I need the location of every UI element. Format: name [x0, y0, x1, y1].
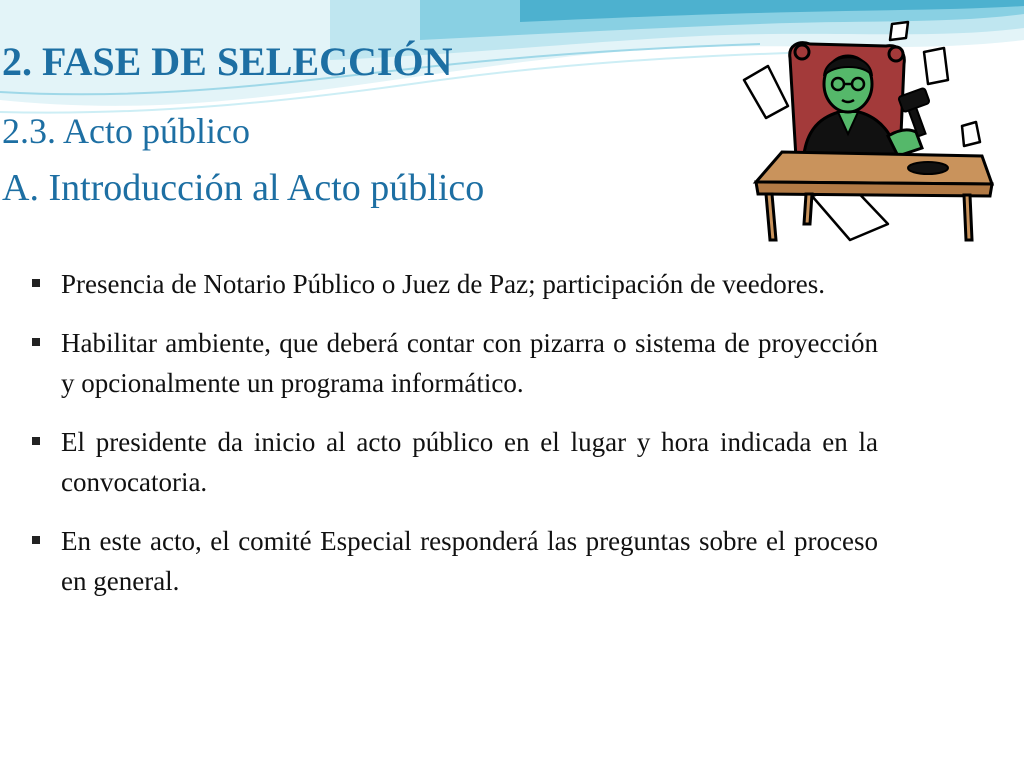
- bullet-item: [32, 323, 878, 403]
- bullet-text: En este acto, el comité Especial responderá las preguntas sobre el proceso en general.: [61, 526, 878, 596]
- bullet-item: [32, 521, 878, 601]
- square-bullet-icon: [32, 338, 40, 346]
- square-bullet-icon: [32, 279, 40, 287]
- bullet-item: [32, 264, 878, 304]
- square-bullet-icon: [32, 536, 40, 544]
- bullet-list: [32, 264, 878, 620]
- topic-subtitle: A. Introducción al Acto público: [2, 167, 485, 209]
- section-subtitle: 2.3. Acto público: [2, 111, 250, 151]
- judge-at-desk-icon: [738, 18, 998, 250]
- bullet-text: El presidente da inicio al acto público en el lugar y hora indicada en la convocatoria.: [61, 427, 878, 497]
- bullet-item: [32, 422, 878, 502]
- bullet-text: Habilitar ambiente, que deberá contar con pizarra o sistema de proyección y opcionalmente un programa informático.: [61, 328, 878, 398]
- slide-title: 2. FASE DE SELECCIÓN: [2, 39, 453, 84]
- square-bullet-icon: [32, 437, 40, 445]
- bullet-text: Presencia de Notario Público o Juez de Paz; participación de veedores.: [61, 269, 825, 299]
